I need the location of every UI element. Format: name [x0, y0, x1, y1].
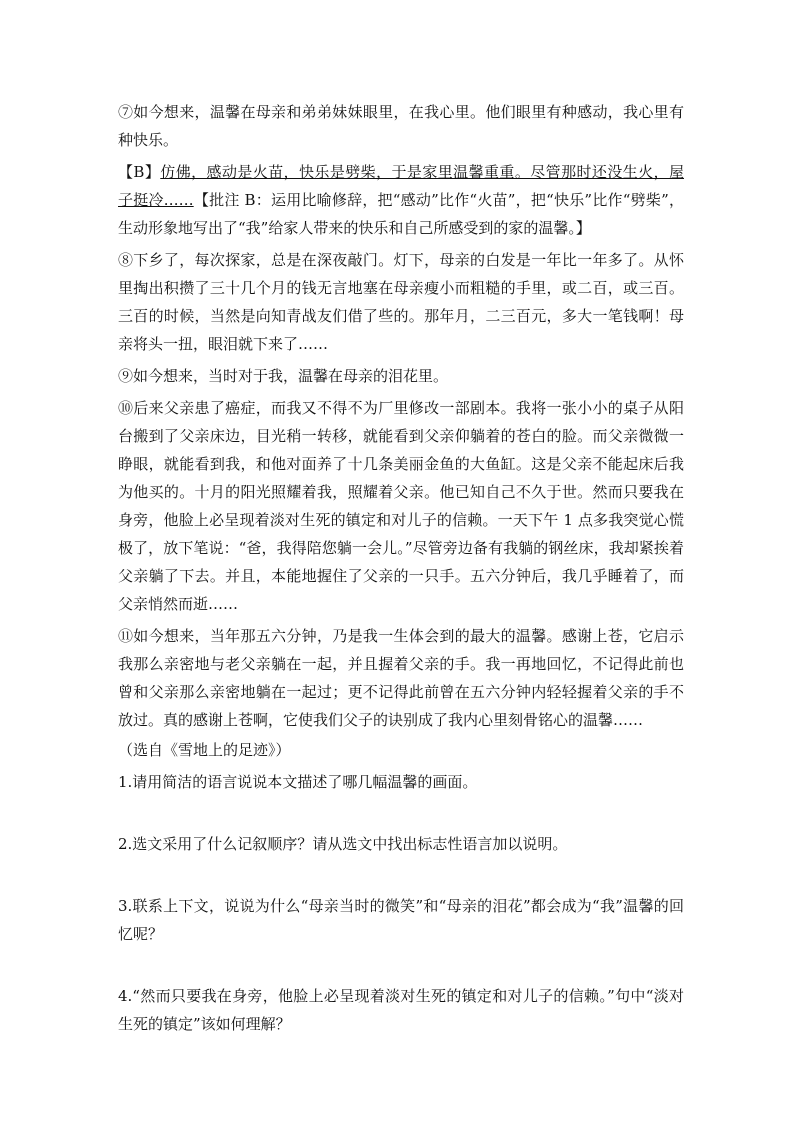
paragraph-10: ⑩后来父亲患了癌症，而我又不得不为厂里修改一部剧本。我将一张小小的桌子从阳台搬到了父亲床边，目光稍一转移，就能看到父亲仰躺着的苍白的脸。而父亲微微一睁眼，就能看到我，和他对面养了十几条美丽金鱼的大鱼缸。这是父亲不能起床后我为他买的。十月的阳光照耀着我，照耀着父亲。他已知自己不久于世。然而只要我在身旁，他脸上必呈现着淡对生死的镇定和对儿子的信赖。一天下午 1 点多我突觉心慌极了，放下笔说：“爸，我得陪您躺一会儿。”尽管旁边备有我躺的钢丝床，我却紧挨着父亲躺了下去。并且，本能地握住了父亲的一只手。五六分钟后，我几乎睡着了，而父亲悄然而逝…… — [118, 399, 684, 613]
paragraph-8: ⑧下乡了，每次探家，总是在深夜敲门。灯下，母亲的白发是一年比一年多了。从怀里掏出积攒了三十几个月的钱无言地塞在母亲瘦小而粗糙的手里，或二百，或三百。三百的时候，当然是向知青战友们借了些的。那年月，二三百元，多大一笔钱啊！母亲将头一扭，眼泪就下来了…… — [118, 251, 684, 353]
question-2: 2.选文采用了什么记叙顺序？请从选文中找出标志性语言加以说明。 — [118, 835, 568, 853]
question-4: 4.“然而只要我在身旁，他脸上必呈现着淡对生死的镇定和对儿子的信赖。”句中“淡对生死的镇定”该如何理解？ — [118, 987, 684, 1033]
answer-space — [118, 858, 684, 888]
document-page — [118, 98, 684, 1038]
answer-space — [118, 796, 684, 826]
paragraph-11: ⑪如今想来，当年那五六分钟，乃是我一生体会到的最大的温馨。感谢上苍，它启示我那么亲密地与老父亲躺在一起，并且握着父亲的手。我一再地回忆，不记得此前也曾和父亲那么亲密地躺在一起过；更不记得此前曾在五六分钟内轻轻握着父亲的手不放过。真的感谢上苍啊，它使我们父子的诀别成了我内心里刻骨铭心的温馨…… — [118, 627, 684, 729]
answer-space — [118, 948, 684, 978]
annotation-b — [118, 158, 684, 242]
annotation-b-note: 【批注 B：运用比喻修辞，把“感动”比作“火苗”，把“快乐”比作“劈柴”，生动形象地写出了“我”给家人带来的快乐和自己所感受到的家的温馨。】 — [118, 191, 684, 237]
question-3: 3.联系上下文，说说为什么“母亲当时的微笑”和“母亲的泪花”都会成为“我”温馨的回忆呢？ — [118, 897, 684, 943]
annotation-b-mark: 【B】 — [118, 163, 161, 181]
annotation-b-underlined-text: 仿佛，感动是火苗，快乐是劈柴，于是家里温馨重重。尽管那时还没生火，屋子挺冷…… — [118, 163, 684, 209]
question-1: 1.请用简洁的语言说说本文描述了哪几幅温馨的画面。 — [118, 773, 478, 791]
paragraph-7: ⑦如今想来，温馨在母亲和弟弟妹妹眼里，在我心里。他们眼里有种感动，我心里有种快乐。 — [118, 103, 684, 149]
source-citation: （选自《雪地上的足迹》） — [118, 741, 291, 759]
paragraph-9: ⑨如今想来，当时对于我，温馨在母亲的泪花里。 — [118, 367, 449, 385]
